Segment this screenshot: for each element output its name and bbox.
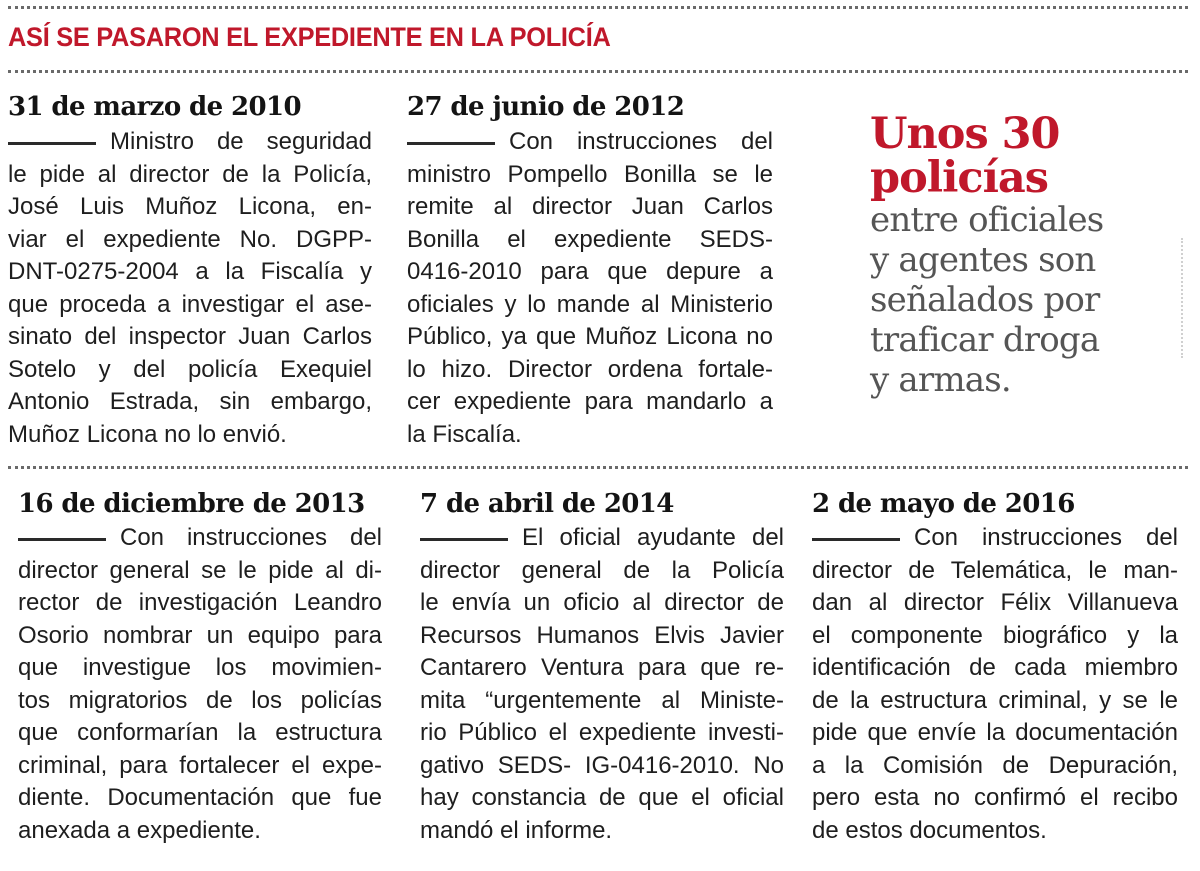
entry-line: de estos documentos. bbox=[812, 816, 1047, 844]
entry-line: Recursos Humanos Elvis Javier bbox=[420, 621, 784, 649]
row-divider-dotted-rule bbox=[8, 466, 1188, 469]
entry-line: sinato del inspector Juan Carlos bbox=[8, 323, 372, 350]
callout-text bbox=[870, 200, 1190, 400]
entry-line: criminal, para fortalecer el expe- bbox=[18, 751, 382, 779]
entry-line: diente. Documentación que fue bbox=[18, 784, 382, 811]
entry-line: tos migratorios de los policías bbox=[18, 686, 382, 714]
entry-line: que investigue los movimien- bbox=[18, 654, 382, 681]
entry-line: Muñoz Licona no lo envió. bbox=[8, 420, 287, 448]
entry-line: Cantarero Ventura para que re- bbox=[420, 654, 784, 681]
entry-date: 31 de marzo de 2010 bbox=[8, 92, 301, 122]
entry-line: remite al director Juan Carlos bbox=[407, 193, 773, 220]
entry-date: 7 de abril de 2014 bbox=[420, 489, 674, 519]
callout-box bbox=[870, 109, 1190, 400]
entry-line: viar el expediente No. DGPP- bbox=[8, 225, 372, 253]
entry-line: pero esta no confirmó el recibo bbox=[812, 784, 1178, 811]
faint-dotted-rule bbox=[1181, 238, 1186, 358]
entry-line: Público, ya que Muñoz Licona no bbox=[407, 323, 773, 350]
timeline-entry-2014 bbox=[420, 489, 784, 847]
entry-line: José Luis Muñoz Licona, en- bbox=[8, 193, 372, 220]
entry-line: identificación de cada miembro bbox=[812, 654, 1178, 681]
entry-line: pide que envíe la documentación bbox=[812, 719, 1178, 746]
entry-body bbox=[812, 522, 1178, 847]
entry-date: 27 de junio de 2012 bbox=[407, 92, 685, 122]
section-title: ASÍ SE PASARON EL EXPEDIENTE EN LA POLICÍA bbox=[8, 22, 611, 52]
callout-line: señalados por bbox=[870, 280, 1100, 320]
entry-line: El oficial ayudante del bbox=[420, 522, 784, 555]
lead-rule bbox=[8, 142, 96, 145]
entry-line: Con instrucciones del bbox=[18, 522, 382, 555]
entry-line: Osorio nombrar un equipo para bbox=[18, 621, 382, 649]
entry-line: dan al director Félix Villanueva bbox=[812, 589, 1178, 616]
entry-line: de la estructura criminal, y se le bbox=[812, 686, 1178, 714]
lead-rule bbox=[812, 538, 900, 541]
entry-line: cer expediente para mandarlo a bbox=[407, 388, 773, 415]
entry-date: 16 de diciembre de 2013 bbox=[18, 489, 365, 519]
entry-line: director general de la Policía bbox=[420, 556, 784, 584]
entry-line: mandó el informe. bbox=[420, 816, 613, 844]
lead-rule bbox=[420, 538, 508, 541]
entry-line: que conformarían la estructura bbox=[18, 719, 382, 746]
entry-line: director general se le pide al di- bbox=[18, 556, 382, 584]
entry-line: le envía un oficio al director de bbox=[420, 589, 784, 616]
entry-line: que proceda a investigar el ase- bbox=[8, 290, 372, 318]
callout-headline-line: Unos 30 bbox=[870, 109, 1060, 159]
timeline-entry-2016 bbox=[812, 489, 1178, 847]
entry-line: Con instrucciones del bbox=[407, 126, 773, 159]
entry-line: anexada a expediente. bbox=[18, 816, 261, 844]
lead-rule bbox=[18, 538, 106, 541]
timeline-entry-2012 bbox=[407, 92, 773, 451]
entry-line: Antonio Estrada, sin embargo, bbox=[8, 388, 372, 415]
callout-headline-line: policías bbox=[870, 153, 1049, 203]
entry-line: la Fiscalía. bbox=[407, 420, 522, 448]
title-dotted-rule bbox=[8, 70, 1188, 73]
entry-line: 0416-2010 para que depure a bbox=[407, 258, 773, 285]
entry-line: DNT-0275-2004 a la Fiscalía y bbox=[8, 258, 372, 285]
entry-date: 2 de mayo de 2016 bbox=[812, 489, 1075, 519]
entry-body bbox=[18, 522, 382, 847]
entry-line: el componente biográfico y la bbox=[812, 621, 1178, 649]
entry-body bbox=[420, 522, 784, 847]
callout-line: y armas. bbox=[870, 360, 1011, 400]
entry-line: ministro Pompello Bonilla se le bbox=[407, 160, 773, 188]
callout-headline bbox=[870, 109, 1190, 203]
entry-line: Ministro de seguridad bbox=[8, 126, 372, 159]
top-dotted-rule bbox=[8, 6, 1188, 9]
entry-line: mita “urgentemente al Ministe- bbox=[420, 686, 784, 714]
lead-rule bbox=[407, 142, 495, 145]
entry-line: Con instrucciones del bbox=[812, 522, 1178, 555]
callout-line: y agentes son bbox=[870, 240, 1096, 280]
entry-line: Sotelo y del policía Exequiel bbox=[8, 355, 372, 383]
timeline-entry-2010 bbox=[8, 92, 372, 451]
callout-line: entre oficiales bbox=[870, 200, 1104, 240]
entry-line: lo hizo. Director ordena fortale- bbox=[407, 355, 773, 383]
entry-line: rector de investigación Leandro bbox=[18, 589, 382, 616]
entry-line: oficiales y lo mande al Ministerio bbox=[407, 290, 773, 318]
entry-line: hay constancia de que el oficial bbox=[420, 784, 784, 811]
entry-line: a la Comisión de Depuración, bbox=[812, 751, 1178, 779]
entry-body bbox=[8, 126, 372, 451]
timeline-entry-2013 bbox=[18, 489, 382, 847]
entry-line: le pide al director de la Policía, bbox=[8, 160, 372, 188]
entry-line: gativo SEDS- IG-0416-2010. No bbox=[420, 751, 784, 779]
entry-line: director de Telemática, le man- bbox=[812, 556, 1178, 584]
entry-line: Bonilla el expediente SEDS- bbox=[407, 225, 773, 253]
entry-line: rio Público el expediente investi- bbox=[420, 719, 784, 746]
callout-line: traficar droga bbox=[870, 320, 1100, 360]
entry-body bbox=[407, 126, 773, 451]
